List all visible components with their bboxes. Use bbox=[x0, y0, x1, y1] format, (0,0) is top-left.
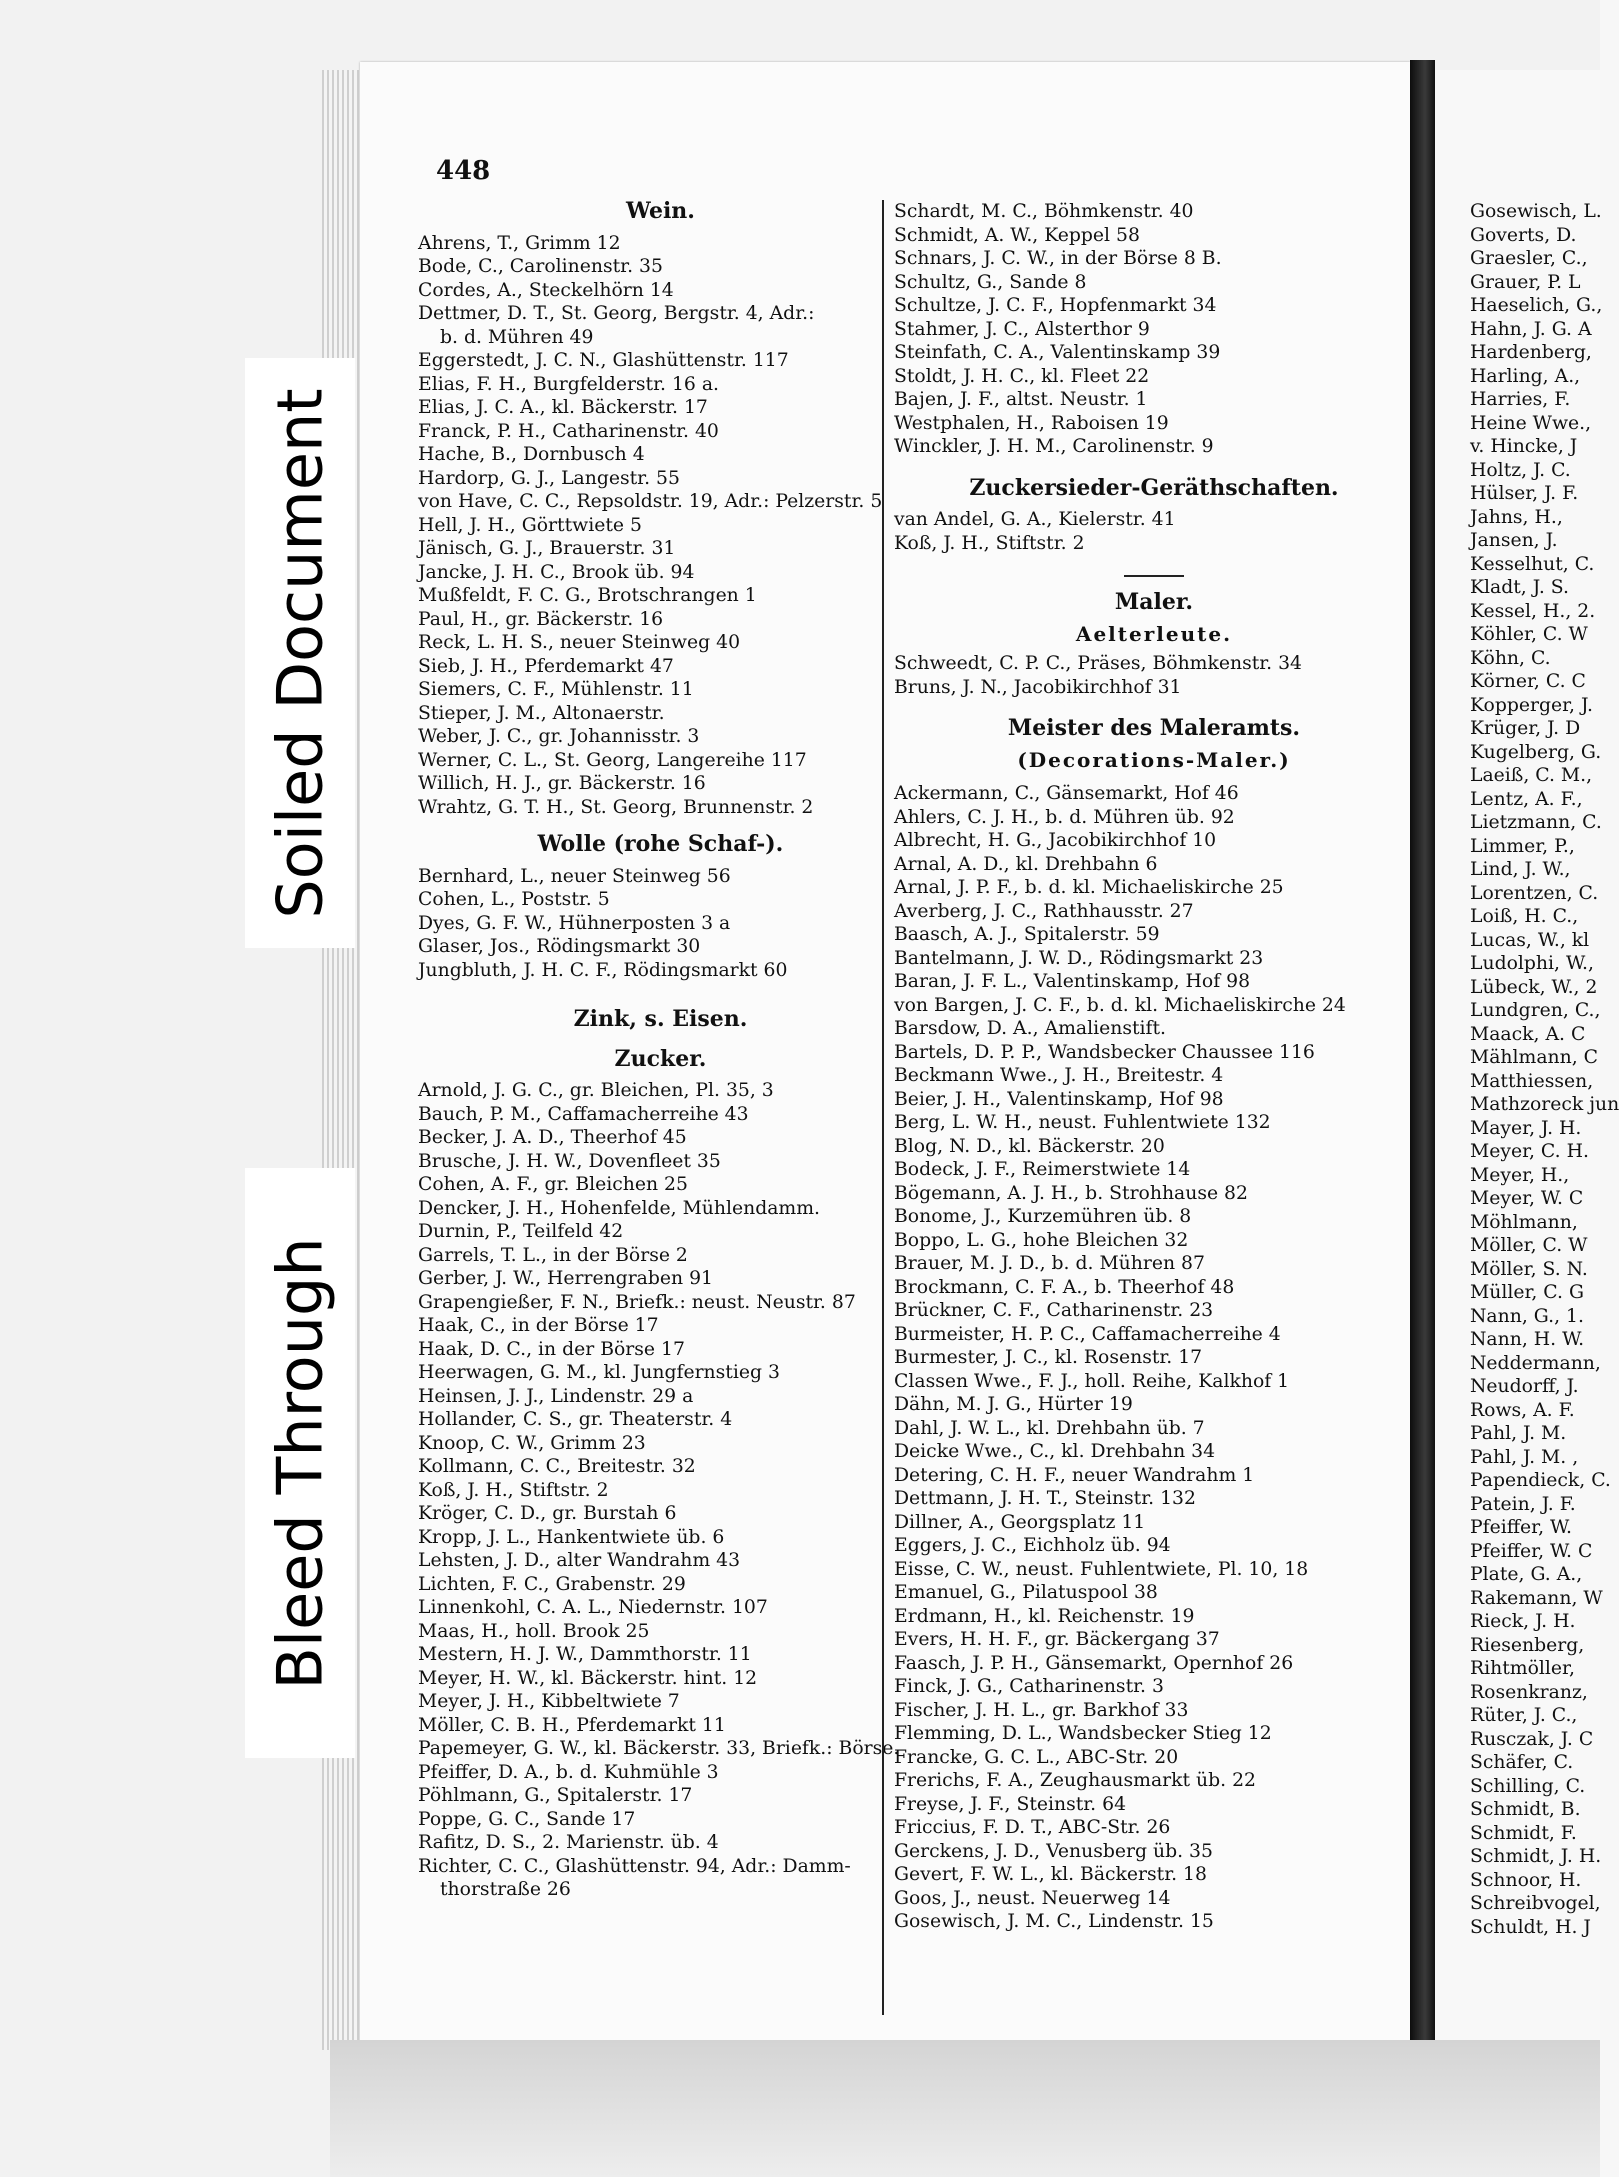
directory-entry: Möller, C. W bbox=[1470, 1235, 1588, 1256]
directory-entry: Hollander, C. S., gr. Theaterstr. 4 bbox=[418, 1409, 733, 1430]
directory-entry: Rakemann, W bbox=[1470, 1587, 1603, 1609]
directory-entry: Eggerstedt, J. C. N., Glashüttenstr. 117 bbox=[418, 350, 789, 371]
directory-entry: Linnenkohl, C. A. L., Niedernstr. 107 bbox=[418, 1597, 768, 1618]
directory-entry: Krüger, J. D bbox=[1470, 718, 1581, 739]
directory-entry: Mählmann, C bbox=[1470, 1047, 1599, 1068]
directory-entry: Heine Wwe., bbox=[1470, 412, 1592, 434]
directory-entry: Schuldt, H. J bbox=[1470, 1916, 1591, 1938]
directory-entry: Winckler, J. H. M., Carolinenstr. 9 bbox=[894, 436, 1214, 457]
directory-entry: Dahl, J. W. L., kl. Drehbahn üb. 7 bbox=[894, 1417, 1205, 1439]
directory-entry: thorstraße 26 bbox=[440, 1879, 571, 1900]
directory-entry: Dähn, M. J. G., Hürter 19 bbox=[894, 1394, 1133, 1415]
directory-entry: Haak, D. C., in der Börse 17 bbox=[418, 1338, 685, 1360]
directory-entry: Lehsten, J. D., alter Wandrahm 43 bbox=[418, 1550, 741, 1571]
directory-entry: Poppe, G. C., Sande 17 bbox=[418, 1808, 636, 1830]
directory-entry: Rieck, J. H. bbox=[1470, 1611, 1576, 1632]
directory-entry: Evers, H. H. F., gr. Bäckergang 37 bbox=[894, 1629, 1220, 1650]
directory-entry: Neudorff, J. bbox=[1470, 1376, 1579, 1397]
directory-entry: Elias, F. H., Burgfelderstr. 16 a. bbox=[418, 373, 719, 395]
directory-entry: Jänisch, G. J., Brauerstr. 31 bbox=[418, 538, 676, 559]
directory-entry: Grauer, P. L bbox=[1470, 271, 1581, 293]
subheading-aelterleute: Aelterleute. bbox=[1075, 621, 1233, 646]
column-middle bbox=[882, 200, 1414, 2015]
directory-entry: Maas, H., holl. Brook 25 bbox=[418, 1620, 650, 1642]
directory-entry: Garrels, T. L., in der Börse 2 bbox=[418, 1244, 688, 1266]
directory-entry: Ackermann, C., Gänsemarkt, Hof 46 bbox=[894, 783, 1239, 804]
directory-entry: Jancke, J. H. C., Brook üb. 94 bbox=[418, 561, 695, 583]
directory-entry: Werner, C. L., St. Georg, Langereihe 117 bbox=[418, 749, 807, 771]
directory-entry: van Andel, G. A., Kielerstr. 41 bbox=[894, 509, 1176, 530]
directory-entry: Bögemann, A. J. H., b. Strohhause 82 bbox=[894, 1182, 1248, 1204]
directory-entry: Kessel, H., 2. bbox=[1470, 600, 1596, 622]
directory-entry: Hardenberg, bbox=[1470, 342, 1592, 363]
directory-entry: Eisse, C. W., neust. Fuhlentwiete, Pl. 10, 18 bbox=[894, 1558, 1309, 1580]
directory-entry: Goverts, D. bbox=[1470, 224, 1577, 246]
section-heading-zucker: Zucker. bbox=[614, 1045, 707, 1072]
directory-entry: Schmidt, J. H. bbox=[1470, 1846, 1602, 1867]
directory-entry: Willich, H. J., gr. Bäckerstr. 16 bbox=[418, 773, 706, 794]
directory-entry: Schilling, C. bbox=[1470, 1775, 1586, 1797]
directory-entry: Faasch, J. P. H., Gänsemarkt, Opernhof 26 bbox=[894, 1652, 1294, 1674]
directory-entry: Mußfeldt, F. C. G., Brotschrangen 1 bbox=[418, 585, 757, 606]
directory-entry: Schweedt, C. P. C., Präses, Böhmkenstr. 34 bbox=[894, 653, 1303, 674]
directory-entry: Haak, C., in der Börse 17 bbox=[418, 1315, 659, 1336]
directory-entry: Meyer, J. H., Kibbeltwiete 7 bbox=[418, 1691, 680, 1712]
entry-list-aelterleute bbox=[894, 652, 1414, 699]
directory-entry: Haeselich, G., bbox=[1470, 295, 1603, 316]
directory-entry: Dettmann, J. H. T., Steinstr. 132 bbox=[894, 1488, 1196, 1509]
directory-entry: Weber, J. C., gr. Johannisstr. 3 bbox=[418, 726, 700, 747]
directory-entry: Deicke Wwe., C., kl. Drehbahn 34 bbox=[894, 1441, 1216, 1462]
directory-entry: Mathzoreck jun bbox=[1470, 1094, 1619, 1115]
entry-list-wolle bbox=[418, 865, 903, 983]
directory-entry: Graesler, C., bbox=[1470, 248, 1588, 269]
directory-entry: Arnold, J. G. C., gr. Bleichen, Pl. 35, 3 bbox=[418, 1080, 774, 1101]
directory-entry: Plate, G. A., bbox=[1470, 1564, 1583, 1585]
directory-entry: Dencker, J. H., Hohenfelde, Mühlendamm. bbox=[418, 1197, 821, 1219]
directory-entry: Köhler, C. W bbox=[1470, 624, 1588, 645]
directory-entry: Westphalen, H., Raboisen 19 bbox=[894, 412, 1169, 434]
directory-entry: Erdmann, H., kl. Reichenstr. 19 bbox=[894, 1605, 1195, 1627]
directory-entry: Dettmer, D. T., St. Georg, Bergstr. 4, Adr.: bbox=[418, 303, 815, 324]
directory-entry: Rüter, J. C., bbox=[1470, 1705, 1578, 1726]
directory-entry: Francke, G. C. L., ABC-Str. 20 bbox=[894, 1746, 1179, 1768]
directory-entry: Bauch, P. M., Caffamacherreihe 43 bbox=[418, 1103, 749, 1125]
directory-entry: Bonome, J., Kurzemühren üb. 8 bbox=[894, 1206, 1192, 1227]
soiled-document-label: Soiled Document bbox=[263, 387, 337, 919]
directory-entry: Richter, C. C., Glashüttenstr. 94, Adr.: Damm- bbox=[418, 1855, 851, 1877]
directory-entry: Gerckens, J. D., Venusberg üb. 35 bbox=[894, 1840, 1213, 1862]
directory-entry: Boppo, L. G., hohe Bleichen 32 bbox=[894, 1229, 1189, 1251]
directory-entry: Schultze, J. C. F., Hopfenmarkt 34 bbox=[894, 295, 1217, 316]
directory-entry: Bartels, D. P. P., Wandsbecker Chaussee 116 bbox=[894, 1041, 1315, 1063]
directory-entry: Kugelberg, G. bbox=[1470, 741, 1602, 763]
entry-list-meister bbox=[894, 782, 1414, 1934]
directory-entry: Jungbluth, J. H. C. F., Rödingsmarkt 60 bbox=[418, 959, 788, 981]
directory-entry: Lichten, F. C., Grabenstr. 29 bbox=[418, 1573, 686, 1595]
directory-entry: Dyes, G. F. W., Hühnerposten 3 a bbox=[418, 912, 731, 934]
directory-entry: Laeiß, C. M., bbox=[1470, 765, 1593, 786]
entry-list-continued bbox=[894, 200, 1414, 459]
directory-entry: Dillner, A., Georgsplatz 11 bbox=[894, 1511, 1146, 1533]
directory-entry: Lentz, A. F., bbox=[1470, 788, 1583, 810]
directory-entry: Cordes, A., Steckelhörn 14 bbox=[418, 279, 674, 301]
directory-entry: Lietzmann, C. bbox=[1470, 812, 1602, 833]
directory-entry: Franck, P. H., Catharinenstr. 40 bbox=[418, 420, 719, 442]
directory-entry: Kröger, C. D., gr. Burstah 6 bbox=[418, 1503, 677, 1524]
section-heading-wolle: Wolle (rohe Schaf-). bbox=[537, 831, 784, 857]
directory-entry: Steinfath, C. A., Valentinskamp 39 bbox=[894, 342, 1221, 363]
directory-entry: Eggers, J. C., Eichholz üb. 94 bbox=[894, 1535, 1171, 1556]
directory-entry: Ahrens, T., Grimm 12 bbox=[418, 232, 621, 254]
directory-entry: Blog, N. D., kl. Bäckerstr. 20 bbox=[894, 1135, 1165, 1157]
section-heading-meister: Meister des Maleramts. bbox=[1007, 715, 1301, 741]
directory-entry: Schnars, J. C. W., in der Börse 8 B. bbox=[894, 248, 1222, 269]
directory-entry: Beckmann Wwe., J. H., Breitestr. 4 bbox=[894, 1065, 1224, 1086]
directory-entry: Freyse, J. F., Steinstr. 64 bbox=[894, 1793, 1127, 1815]
directory-entry: Lundgren, C., bbox=[1470, 1000, 1601, 1021]
directory-entry: Elias, J. C. A., kl. Bäckerstr. 17 bbox=[418, 397, 708, 418]
directory-entry: Köhn, C. bbox=[1470, 647, 1551, 669]
directory-entry: Meyer, C. H. bbox=[1470, 1141, 1589, 1162]
directory-entry: Heerwagen, G. M., kl. Jungfernstieg 3 bbox=[418, 1362, 780, 1383]
directory-entry: Koß, J. H., Stiftstr. 2 bbox=[418, 1479, 609, 1501]
directory-entry: Paul, H., gr. Bäckerstr. 16 bbox=[418, 608, 664, 630]
bottom-shadow bbox=[330, 2040, 1600, 2177]
directory-entry: Finck, J. G., Catharinenstr. 3 bbox=[894, 1676, 1164, 1697]
directory-entry: Beier, J. H., Valentinskamp, Hof 98 bbox=[894, 1088, 1224, 1110]
directory-entry: Müller, C. G bbox=[1470, 1282, 1584, 1303]
entry-list-right-page bbox=[1470, 200, 1619, 1939]
directory-entry: b. d. Mühren 49 bbox=[440, 326, 594, 348]
directory-entry: Bajen, J. F., altst. Neustr. 1 bbox=[894, 389, 1148, 410]
directory-entry: Fischer, J. H. L., gr. Barkhof 33 bbox=[894, 1699, 1189, 1721]
directory-entry: Bantelmann, J. W. D., Rödingsmarkt 23 bbox=[894, 947, 1264, 969]
directory-entry: Barsdow, D. A., Amalienstift. bbox=[894, 1018, 1166, 1039]
directory-entry: Pahl, J. M. bbox=[1470, 1423, 1567, 1444]
directory-entry: Detering, C. H. F., neuer Wandrahm 1 bbox=[894, 1464, 1255, 1486]
bleed-through-label: Bleed Through bbox=[263, 1236, 337, 1690]
directory-entry: Frerichs, F. A., Zeughausmarkt üb. 22 bbox=[894, 1770, 1256, 1791]
directory-entry: Nann, G., 1. bbox=[1470, 1305, 1584, 1327]
subheading-decorations-maler: (Decorations-Maler.) bbox=[1017, 747, 1291, 772]
directory-entry: Bode, C., Carolinenstr. 35 bbox=[418, 256, 663, 277]
directory-entry: Averberg, J. C., Rathhausstr. 27 bbox=[894, 900, 1194, 922]
directory-entry: Gevert, F. W. L., kl. Bäckerstr. 18 bbox=[894, 1864, 1207, 1885]
directory-entry: Schäfer, C. bbox=[1470, 1752, 1574, 1773]
directory-entry: Lucas, W., kl bbox=[1470, 929, 1590, 951]
directory-entry: Arnal, J. P. F., b. d. kl. Michaeliskirche 25 bbox=[894, 877, 1284, 898]
directory-entry: Siemers, C. F., Mühlenstr. 11 bbox=[418, 679, 694, 700]
directory-entry: Lind, J. W., bbox=[1470, 859, 1571, 880]
directory-entry: Harries, F. bbox=[1470, 389, 1571, 410]
directory-entry: Kladt, J. S. bbox=[1470, 577, 1569, 598]
directory-entry: Kropp, J. L., Hankentwiete üb. 6 bbox=[418, 1526, 725, 1548]
directory-entry: Baran, J. F. L., Valentinskamp, Hof 98 bbox=[894, 971, 1251, 992]
directory-entry: Nann, H. W. bbox=[1470, 1329, 1585, 1350]
directory-entry: Knoop, C. W., Grimm 23 bbox=[418, 1432, 646, 1454]
directory-entry: Berg, L. W. H., neust. Fuhlentwiete 132 bbox=[894, 1112, 1271, 1133]
entry-list-zucker bbox=[418, 1079, 903, 1902]
directory-entry: Burmester, J. C., kl. Rosenstr. 17 bbox=[894, 1347, 1203, 1368]
directory-entry: Kollmann, C. C., Breitestr. 32 bbox=[418, 1456, 696, 1477]
directory-entry: Papendieck, C. bbox=[1470, 1470, 1611, 1491]
directory-entry: Meyer, H., bbox=[1470, 1164, 1570, 1186]
directory-entry: Emanuel, G., Pilatuspool 38 bbox=[894, 1582, 1158, 1603]
directory-entry: Koß, J. H., Stiftstr. 2 bbox=[894, 532, 1085, 554]
directory-entry: Friccius, F. D. T., ABC-Str. 26 bbox=[894, 1817, 1171, 1838]
directory-entry: Sieb, J. H., Pferdemarkt 47 bbox=[418, 655, 674, 677]
directory-entry: v. Hincke, J bbox=[1470, 436, 1578, 457]
directory-entry: Wrahtz, G. T. H., St. Georg, Brunnenstr. 2 bbox=[418, 796, 814, 818]
directory-entry: Rows, A. F. bbox=[1470, 1399, 1575, 1421]
directory-entry: Patein, J. F. bbox=[1470, 1493, 1576, 1515]
directory-entry: Hache, B., Dornbusch 4 bbox=[418, 444, 645, 465]
directory-entry: Hülser, J. F. bbox=[1470, 483, 1579, 504]
directory-entry: Cohen, L., Poststr. 5 bbox=[418, 889, 610, 910]
directory-entry: Loiß, H. C., bbox=[1470, 906, 1579, 927]
directory-entry: Rosenkranz, bbox=[1470, 1681, 1588, 1703]
directory-entry: Lübeck, W., 2 bbox=[1470, 976, 1598, 998]
directory-entry: Mestern, H. J. W., Dammthorstr. 11 bbox=[418, 1644, 752, 1665]
directory-entry: Maack, A. C bbox=[1470, 1023, 1586, 1045]
directory-entry: Harling, A., bbox=[1470, 365, 1581, 387]
directory-entry: Kopperger, J. bbox=[1470, 694, 1594, 716]
directory-entry: Gerber, J. W., Herrengraben 91 bbox=[418, 1268, 713, 1289]
directory-entry: Holtz, J. C. bbox=[1470, 459, 1571, 481]
directory-entry: Becker, J. A. D., Theerhof 45 bbox=[418, 1127, 687, 1148]
section-heading-maler: Maler. bbox=[1114, 589, 1194, 615]
directory-entry: Gosewisch, L. bbox=[1470, 201, 1602, 222]
directory-entry: Möller, C. B. H., Pferdemarkt 11 bbox=[418, 1714, 726, 1736]
directory-entry: Bodeck, J. F., Reimerstwiete 14 bbox=[894, 1159, 1191, 1180]
directory-entry: Mayer, J. H. bbox=[1470, 1117, 1582, 1139]
directory-entry: von Bargen, J. C. F., b. d. kl. Michaeliskirche 24 bbox=[894, 994, 1346, 1016]
directory-entry: Goos, J., neust. Neuerweg 14 bbox=[894, 1887, 1171, 1909]
directory-entry: Durnin, P., Teilfeld 42 bbox=[418, 1221, 624, 1242]
directory-entry: Baasch, A. J., Spitalerstr. 59 bbox=[894, 924, 1160, 945]
directory-entry: Schardt, M. C., Böhmkenstr. 40 bbox=[894, 201, 1194, 222]
directory-entry: Ahlers, C. J. H., b. d. Mühren üb. 92 bbox=[894, 806, 1235, 828]
directory-entry: Stahmer, J. C., Alsterthor 9 bbox=[894, 318, 1150, 340]
directory-entry: von Have, C. C., Repsoldstr. 19, Adr.: Pelzerstr. 5 bbox=[418, 491, 883, 512]
directory-entry: Hell, J. H., Görttwiete 5 bbox=[418, 514, 642, 536]
section-heading-zuckersieder: Zuckersieder-Geräthschaften. bbox=[969, 474, 1339, 501]
directory-entry: Glaser, Jos., Rödingsmarkt 30 bbox=[418, 936, 701, 957]
directory-entry: Hardorp, G. J., Langestr. 55 bbox=[418, 467, 680, 489]
directory-entry: Pfeiffer, W. C bbox=[1470, 1540, 1593, 1562]
directory-entry: Stoldt, J. H. C., kl. Fleet 22 bbox=[894, 365, 1150, 387]
directory-entry: Matthiessen, bbox=[1470, 1070, 1594, 1092]
directory-entry: Pahl, J. M. , bbox=[1470, 1446, 1579, 1468]
directory-entry: Schreibvogel, bbox=[1470, 1893, 1601, 1914]
directory-entry: Burmeister, H. P. C., Caffamacherreihe 4 bbox=[894, 1323, 1281, 1345]
entry-list-wein bbox=[418, 232, 903, 820]
directory-entry: Körner, C. C bbox=[1470, 671, 1586, 692]
directory-entry: Heinsen, J. J., Lindenstr. 29 a bbox=[418, 1385, 694, 1407]
directory-entry: Ludolphi, W., bbox=[1470, 953, 1594, 974]
directory-entry: Pfeiffer, W. bbox=[1470, 1517, 1573, 1538]
directory-entry: Stieper, J. M., Altonaerstr. bbox=[418, 702, 665, 724]
directory-entry: Neddermann, bbox=[1470, 1352, 1601, 1374]
directory-entry: Papemeyer, G. W., kl. Bäckerstr. 33, Briefk.: Börse. bbox=[418, 1738, 900, 1759]
section-heading-wein: Wein. bbox=[626, 198, 695, 224]
directory-entry: Jansen, J. bbox=[1470, 530, 1558, 551]
directory-entry: Reck, L. H. S., neuer Steinweg 40 bbox=[418, 632, 741, 653]
directory-entry: Kesselhut, C. bbox=[1470, 553, 1595, 575]
directory-entry: Flemming, D. L., Wandsbecker Stieg 12 bbox=[894, 1723, 1272, 1744]
directory-entry: Gosewisch, J. M. C., Lindenstr. 15 bbox=[894, 1911, 1214, 1932]
directory-entry: Brauer, M. J. D., b. d. Mühren 87 bbox=[894, 1253, 1205, 1274]
directory-entry: Grapengießer, F. N., Briefk.: neust. Neustr. 87 bbox=[418, 1291, 856, 1313]
directory-entry: Limmer, P., bbox=[1470, 835, 1575, 857]
directory-entry: Möller, S. N. bbox=[1470, 1258, 1588, 1280]
directory-entry: Möhlmann, bbox=[1470, 1211, 1578, 1233]
directory-entry: Cohen, A. F., gr. Bleichen 25 bbox=[418, 1174, 688, 1195]
directory-entry: Rafitz, D. S., 2. Marienstr. üb. 4 bbox=[418, 1832, 719, 1853]
directory-entry: Schmidt, F. bbox=[1470, 1822, 1577, 1844]
directory-entry: Brusche, J. H. W., Dovenfleet 35 bbox=[418, 1150, 721, 1172]
column-right-page bbox=[1470, 200, 1619, 1939]
directory-entry: Bernhard, L., neuer Steinweg 56 bbox=[418, 865, 731, 887]
directory-entry: Riesenberg, bbox=[1470, 1634, 1585, 1656]
directory-entry: Schmidt, A. W., Keppel 58 bbox=[894, 224, 1140, 246]
directory-entry: Brockmann, C. F. A., b. Theerhof 48 bbox=[894, 1276, 1235, 1298]
directory-entry: Schmidt, B. bbox=[1470, 1799, 1581, 1820]
directory-entry: Schultz, G., Sande 8 bbox=[894, 271, 1087, 293]
directory-entry: Brückner, C. F., Catharinenstr. 23 bbox=[894, 1300, 1214, 1321]
directory-entry: Schnoor, H. bbox=[1470, 1869, 1582, 1891]
page-number: 448 bbox=[436, 156, 491, 186]
directory-entry: Bruns, J. N., Jacobikirchhof 31 bbox=[894, 676, 1182, 698]
directory-entry: Jahns, H., bbox=[1470, 506, 1563, 528]
section-divider bbox=[1124, 575, 1184, 577]
entry-list-zuckersieder bbox=[894, 508, 1414, 555]
directory-entry: Hahn, J. G. A bbox=[1470, 318, 1592, 340]
directory-entry: Meyer, W. C bbox=[1470, 1188, 1584, 1209]
directory-entry: Meyer, H. W., kl. Bäckerstr. hint. 12 bbox=[418, 1667, 758, 1689]
directory-entry: Classen Wwe., F. J., holl. Reihe, Kalkhof 1 bbox=[894, 1370, 1290, 1392]
directory-entry: Arnal, A. D., kl. Drehbahn 6 bbox=[894, 853, 1158, 875]
directory-entry: Lorentzen, C. bbox=[1470, 882, 1599, 904]
directory-entry: Albrecht, H. G., Jacobikirchhof 10 bbox=[894, 830, 1217, 851]
directory-entry: Pfeiffer, D. A., b. d. Kuhmühle 3 bbox=[418, 1761, 719, 1783]
directory-entry: Pöhlmann, G., Spitalerstr. 17 bbox=[418, 1785, 693, 1806]
column-left bbox=[418, 200, 903, 1902]
directory-entry: Rusczak, J. C bbox=[1470, 1728, 1594, 1750]
section-heading-zink: Zink, s. Eisen. bbox=[573, 1006, 748, 1032]
directory-entry: Rihtmöller, bbox=[1470, 1658, 1575, 1679]
bleed-through-tag bbox=[245, 1168, 355, 1758]
soiled-document-tag bbox=[245, 358, 355, 948]
